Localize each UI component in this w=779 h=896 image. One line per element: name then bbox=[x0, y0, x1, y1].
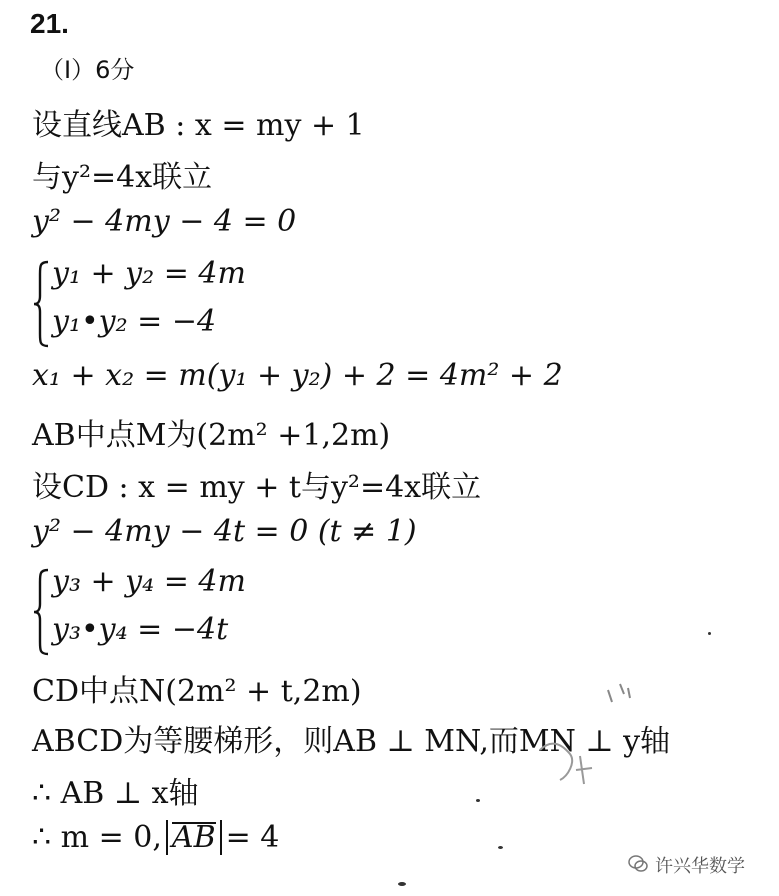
ink-speck bbox=[498, 846, 503, 849]
ink-speck bbox=[476, 799, 480, 802]
wechat-logo-icon bbox=[627, 853, 649, 875]
vieta-sum-ab: y₁ + y₂ = 4m bbox=[52, 256, 246, 291]
line-quadratic-ab: y² − 4my − 4 = 0 bbox=[32, 204, 297, 239]
left-brace-icon bbox=[32, 568, 52, 656]
vieta-sum-cd: y₃ + y₄ = 4m bbox=[52, 564, 246, 599]
vieta-system-ab bbox=[32, 256, 432, 352]
watermark-text: 许兴华数学 bbox=[655, 856, 745, 877]
vieta-system-cd bbox=[32, 564, 432, 660]
line-isosceles-trapezoid: ABCD为等腰梯形，则AB ⊥ MN,而MN ⊥ y轴 bbox=[32, 724, 671, 759]
line-ab-perp-x: ∴ AB ⊥ x轴 bbox=[32, 776, 199, 811]
ink-stamp-icon bbox=[520, 680, 640, 800]
line-x-sum: x₁ + x₂ = m(y₁ + y₂) + 2 = 4m² + 2 bbox=[32, 358, 563, 393]
line-combine-parabola: 与y²=4x联立 bbox=[32, 160, 213, 195]
line-midpoint-m: AB中点M为(2m² +1,2m) bbox=[32, 418, 391, 453]
line-conclusion bbox=[32, 820, 279, 855]
conclusion-suffix: = 4 bbox=[225, 820, 280, 855]
ink-speck bbox=[708, 632, 711, 635]
part-label: （Ⅰ）6分 bbox=[40, 56, 135, 84]
line-set-cd: 设CD : x = my + t与y²=4x联立 bbox=[32, 470, 482, 505]
line-midpoint-n: CD中点N(2m² + t,2m) bbox=[32, 674, 362, 709]
line-set-ab: 设直线AB : x = my + 1 bbox=[32, 108, 365, 143]
conclusion-prefix: ∴ m = 0, bbox=[32, 820, 162, 855]
vector-arrow-bar bbox=[172, 822, 216, 824]
vieta-product-cd: y₃•y₄ = −4t bbox=[52, 612, 229, 647]
line-quadratic-cd: y² − 4my − 4t = 0 (t ≠ 1) bbox=[32, 514, 417, 549]
ink-speck bbox=[398, 882, 406, 886]
vector-magnitude bbox=[166, 820, 222, 855]
left-brace-icon bbox=[32, 260, 52, 348]
vieta-product-ab: y₁•y₂ = −4 bbox=[52, 304, 217, 339]
vector-ab: AB bbox=[171, 820, 216, 855]
problem-number: 21. bbox=[30, 8, 69, 39]
